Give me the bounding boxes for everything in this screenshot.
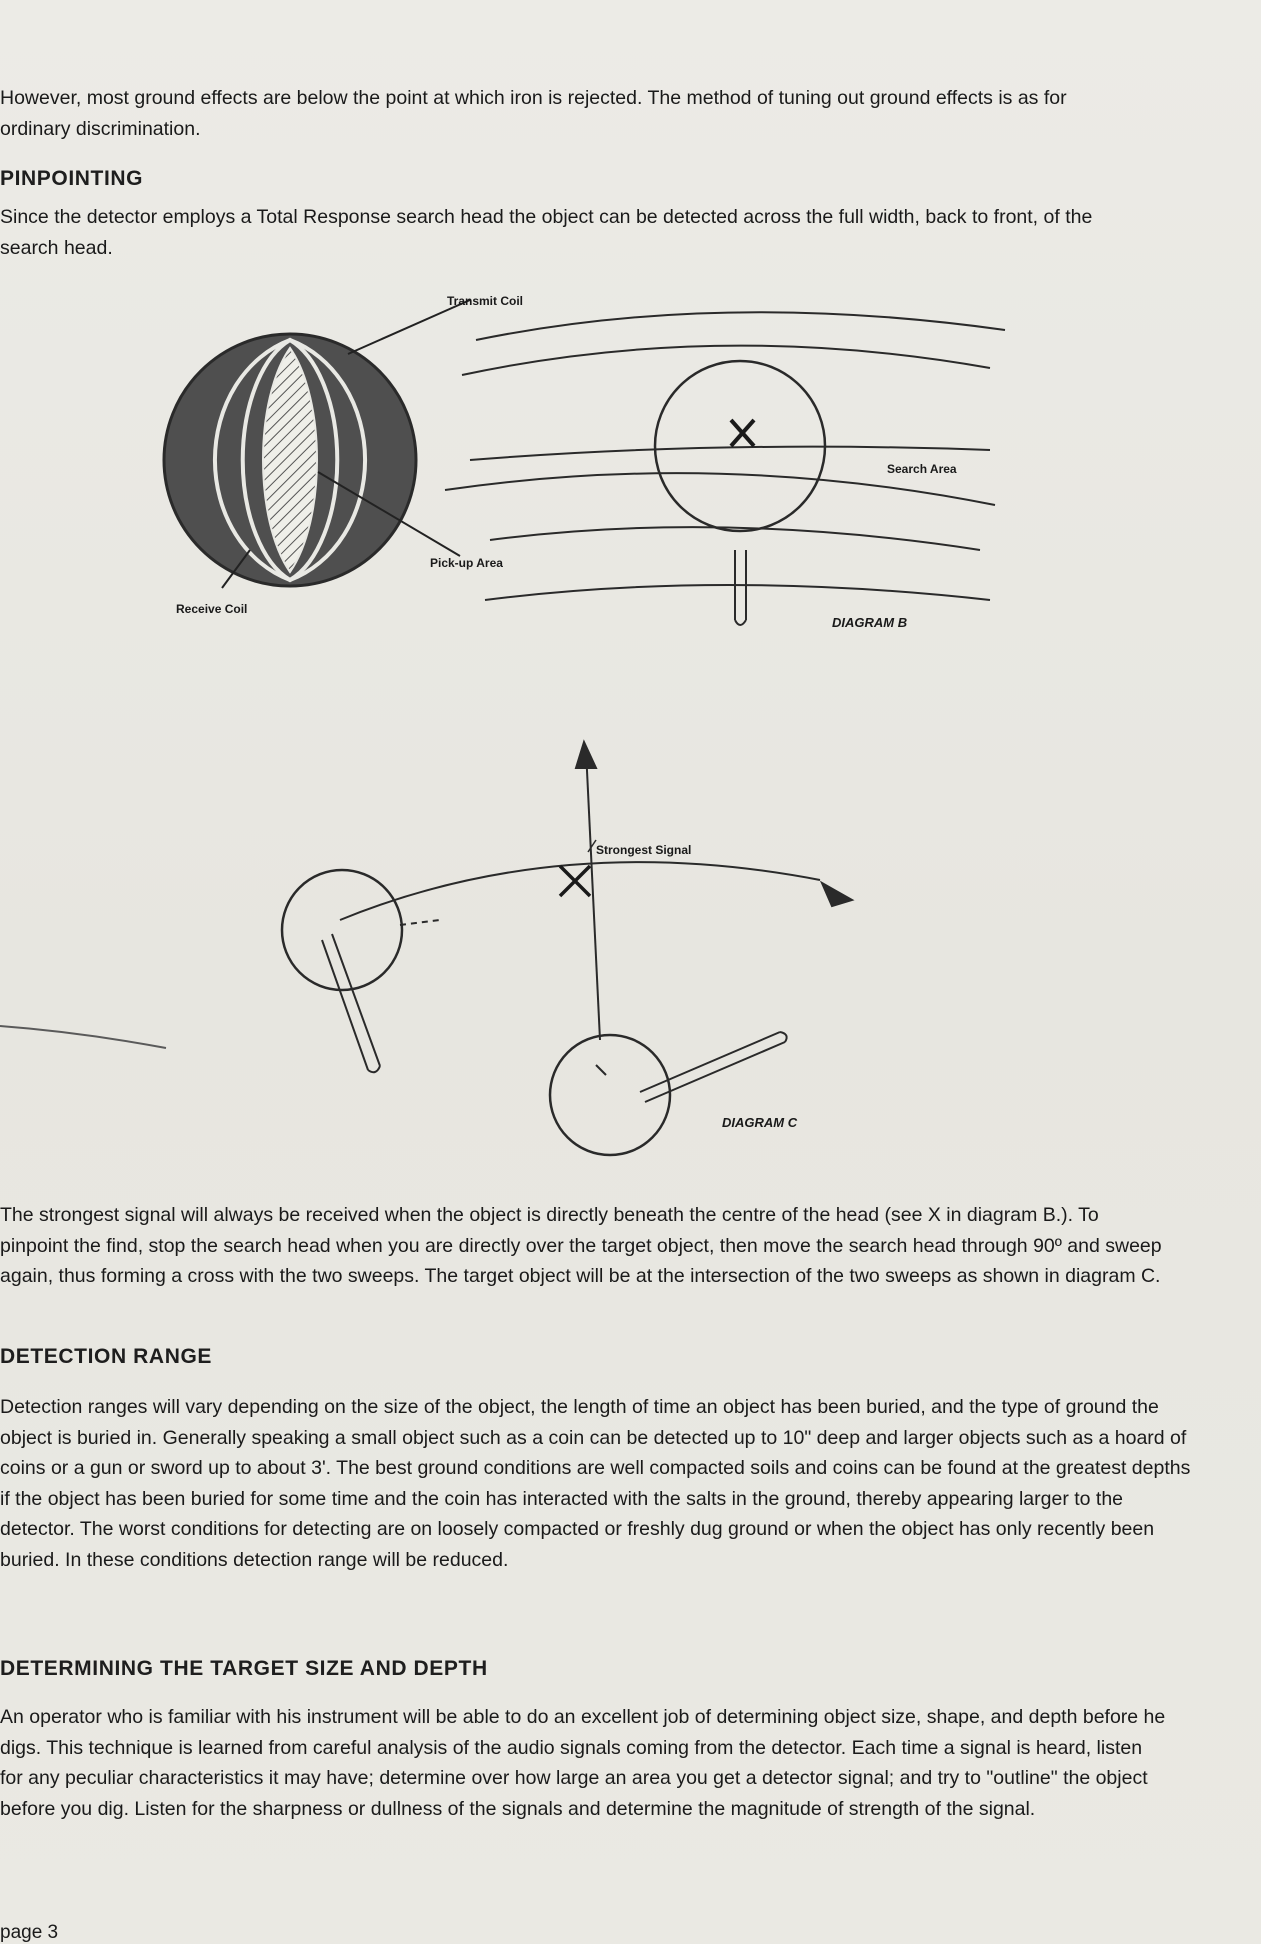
target-size-heading: DETERMINING THE TARGET SIZE AND DEPTH [0,1657,488,1680]
diagram-c [0,742,852,1155]
pinpointing-paragraph-2: The strongest signal will always be received when the object is directly beneath the centre of the head (see X in diagram B.). To pinpoint the find, stop the search head when you are directly over the target object, then move the search head through 90º and sweep again, thus forming a cross with the two sweeps. The target object will be at the intersection of the two sweeps as shown in diagram C. [0,1204,1162,1287]
pinpointing-heading: PINPOINTING [0,167,144,190]
detection-range-paragraph: Detection ranges will vary depending on the size of the object, the length of time an object has been buried, and the type of ground the object is buried in. Generally speaking a small object such as a coin can be detected up to 10" deep and larger objects such as a hoard of coins or a gun or sword up to about 3'. The best ground conditions are well compacted soils and coins can be found at the greatest depths if the object has been buried for some time and the coin has interacted with the salts in the ground, thereby appearing larger to the detector. The worst conditions for detecting are on loosely compacted or freshly dug ground or when the object has only recently been buried. In these conditions detection range will be reduced. [0,1396,1191,1571]
coil-diagram [164,300,470,588]
detection-range-heading: DETECTION RANGE [0,1345,213,1368]
diagram-c-label: DIAGRAM C [722,1115,798,1130]
target-size-paragraph: An operator who is familiar with his instrument will be able to do an excellent job of determining object size, shape, and depth before he digs. This technique is learned from careful analysis of the audio signals coming from the detector. Each time a signal is heard, listen for any peculiar characteristics it may have; determine over how large an area you get a detector signal; and try to "outline" the object before you dig. Listen for the sharpness or dullness of the signals and determine the magnitude of strength of the signal. [0,1706,1166,1820]
pinpointing-paragraph-1: Since the detector employs a Total Response search head the object can be detected across the full width, back to front, of the search head. [0,206,1093,259]
receive-coil-label: Receive Coil [176,602,248,616]
transmit-coil-label: Transmit Coil [447,294,524,308]
search-area-label: Search Area [887,462,957,476]
strongest-signal-label: Strongest Signal [596,843,692,857]
pickup-area-label: Pick-up Area [430,556,503,570]
intro-paragraph: However, most ground effects are below the point at which iron is rejected. The method of tuning out ground effects is as for ordinary discrimination. [0,87,1067,140]
page-number: page 3 [0,1922,59,1943]
search-head-diagrams [0,280,1261,1180]
diagram-b-label: DIAGRAM B [832,615,908,630]
